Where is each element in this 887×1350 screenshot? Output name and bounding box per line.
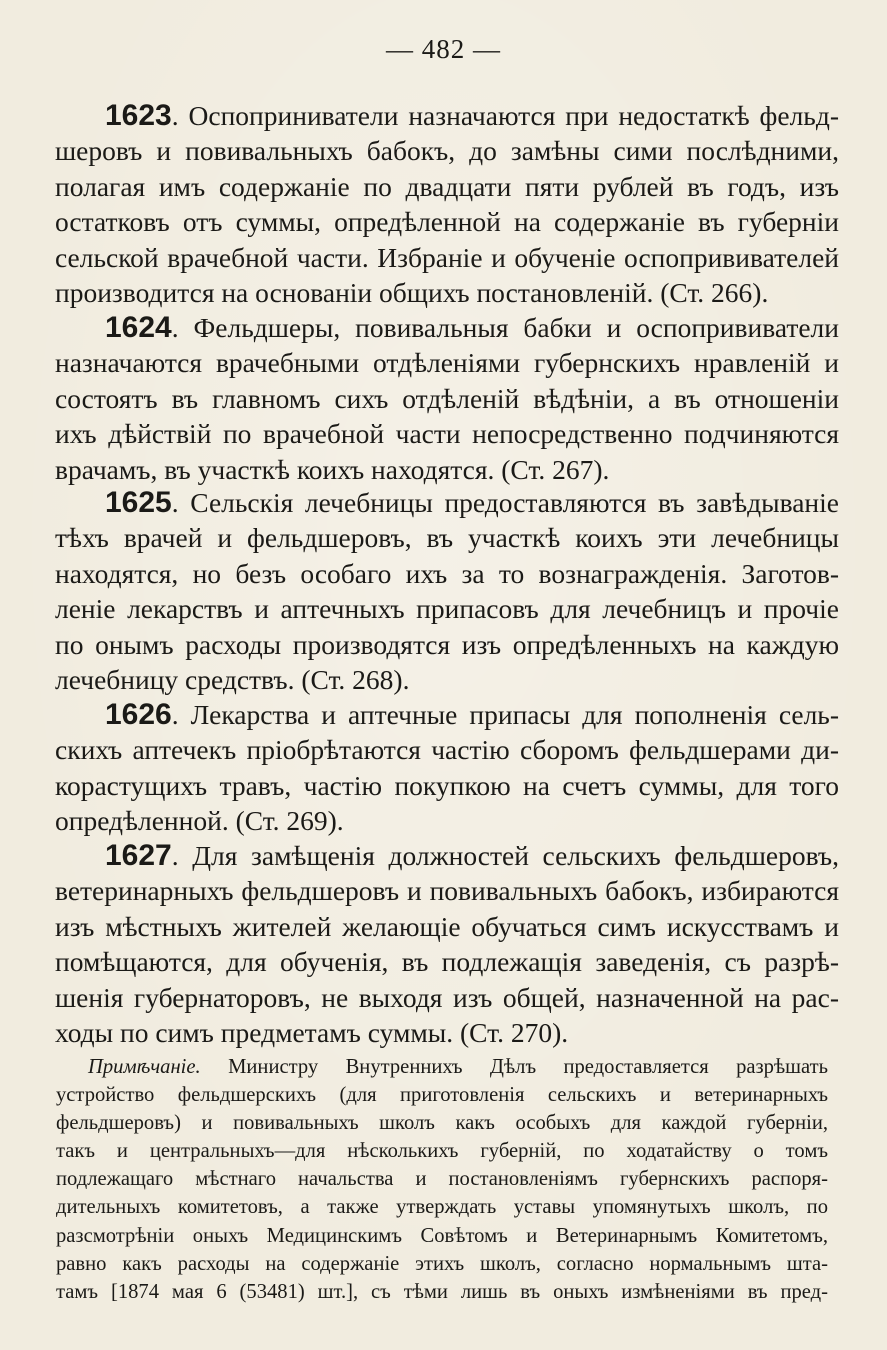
article-number: 1624: [105, 311, 172, 344]
article-line: 1624. Фельдшеры, повивальныя бабки и оспопрививатели: [105, 311, 839, 344]
article-number: 1623: [105, 99, 172, 132]
article-line: ходы по симъ предметамъ суммы. (Ст. 270).: [55, 1017, 569, 1049]
article-1624: [55, 310, 839, 487]
article-number: 1625: [105, 486, 172, 519]
article-line: 1627. Для замѣщенія должностей сельскихъ фельдшеровъ,: [105, 839, 839, 872]
article-number: 1626: [105, 698, 172, 731]
note-line: фельдшеровъ) и повивальныхъ школъ какъ особыхъ для каждой губерніи,: [56, 1112, 828, 1135]
article-line: остатковъ отъ суммы, опредѣленной на содержаніе въ губерніи: [55, 206, 839, 238]
article-line: 1625. Сельскія лечебницы предоставляются въ завѣдываніе: [105, 486, 839, 519]
article-1625: [55, 485, 839, 697]
article-line: производится на основаніи общихъ постановленій. (Ст. 266).: [55, 277, 769, 309]
article-1623: [55, 98, 839, 310]
article-line: ихъ дѣйствій по врачебной части непосредственно подчиняются: [55, 418, 839, 450]
article-1626: [55, 697, 839, 839]
note-line: Примѣчаніе. Министру Внутреннихъ Дѣлъ предоставляется разрѣшать: [88, 1056, 828, 1078]
note-line: равно какъ расходы на содержаніе этихъ школъ, согласно нормальнымъ шта-: [56, 1252, 828, 1275]
article-line: помѣщаются, для обученія, въ подлежащія заведенія, съ разрѣ-: [55, 946, 839, 978]
note-label: Примѣчаніе.: [88, 1056, 201, 1078]
article-line: лечебницу средствъ. (Ст. 268).: [55, 664, 410, 696]
note-line: такъ и центральныхъ—для нѣсколькихъ губерній, по ходатайству о томъ: [56, 1140, 828, 1163]
article-line: изъ мѣстныхъ жителей желающіе обучаться симъ искусствамъ и: [55, 910, 839, 942]
note-line: дительныхъ комитетовъ, а также утверждать уставы упомянутыхъ школъ, по: [56, 1196, 828, 1219]
article-line: состоятъ въ главномъ сихъ отдѣленій вѣдѣніи, а въ отношеніи: [55, 382, 839, 414]
article-line: по онымъ расходы производятся изъ опредѣленныхъ на каждую: [55, 628, 839, 660]
article-line: 1623. Оспоприниватели назначаются при недостаткѣ фельд-: [105, 99, 839, 132]
article-line: корастущихъ травъ, частію покупкою на счетъ суммы, для того: [55, 769, 839, 801]
article-line: находятся, но безъ особаго ихъ за то вознагражденія. Заготов-: [55, 557, 839, 589]
article-line: ветеринарныхъ фельдшеровъ и повивальныхъ бабокъ, избираются: [55, 875, 839, 907]
note-line: устройство фельдшерскихъ (для приготовленія сельскихъ и ветеринарныхъ: [56, 1084, 828, 1107]
article-number: 1627: [105, 839, 172, 872]
page-number: — 482 —: [386, 34, 501, 64]
article-1627: [55, 838, 839, 1050]
article-line: леніе лекарствъ и аптечныхъ припасовъ для лечебницъ и прочіе: [55, 593, 839, 625]
article-line: шенія губернаторовъ, не выходя изъ общей, назначенной на рас-: [55, 981, 839, 1013]
article-line: врачамъ, въ участкѣ коихъ находятся. (Ст. 267).: [55, 453, 610, 485]
article-line: опредѣленной. (Ст. 269).: [55, 805, 344, 837]
note-line: разсмотрѣніи оныхъ Медицинскимъ Совѣтомъ и Ветеринарнымъ Комитетомъ,: [56, 1224, 828, 1247]
article-line: 1626. Лекарства и аптечные припасы для пополненія сель-: [105, 698, 839, 731]
article-line: тѣхъ врачей и фельдшеровъ, въ участкѣ коихъ эти лечебницы: [55, 522, 839, 554]
article-line: шеровъ и повивальныхъ бабокъ, до замѣны сими послѣдними,: [55, 135, 839, 167]
article-line: скихъ аптечекъ пріобрѣтаются частію сборомъ фельдшерами ди-: [55, 734, 839, 766]
article-line: сельской врачебной части. Избраніе и обученіе оспопрививателей: [55, 241, 839, 273]
note-line: подлежащаго мѣстнаго начальства и постановленіямъ губернскихъ распоря-: [56, 1168, 828, 1191]
article-line: полагая имъ содержаніе по двадцати пяти рублей въ годъ, изъ: [55, 170, 839, 202]
note-line: тамъ [1874 мая 6 (53481) шт.], съ тѣми лишь въ оныхъ измѣненіями въ пред-: [56, 1280, 828, 1303]
note: [56, 1053, 828, 1306]
article-line: назначаются врачебными отдѣленіями губернскихъ нравленій и: [55, 347, 839, 379]
